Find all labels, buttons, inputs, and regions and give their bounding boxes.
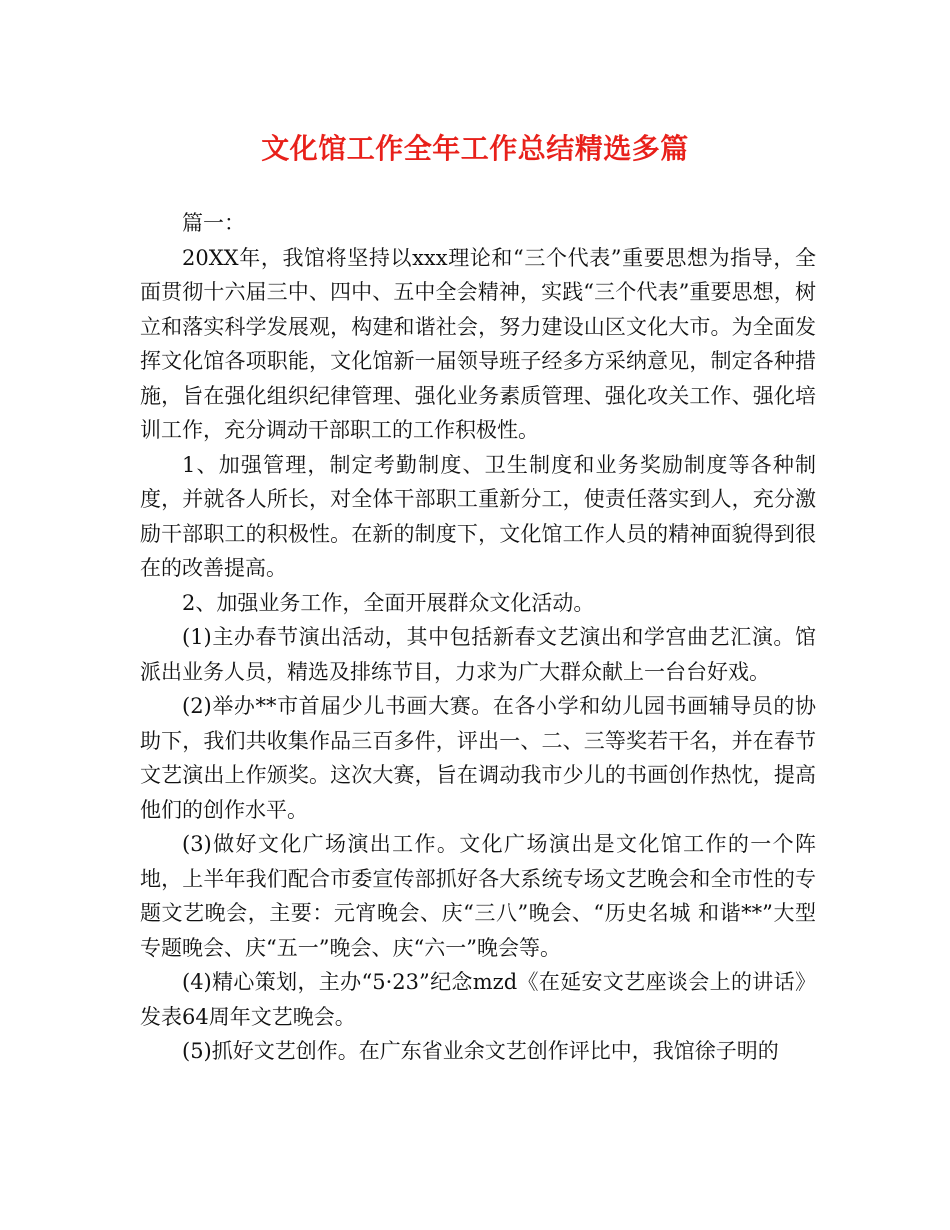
list-item-art-creation: (5)抓好文艺创作。在广东省业余文艺创作评比中，我馆徐子明的 <box>182 1039 779 1063</box>
section-heading: 篇一： <box>182 211 245 235</box>
list-item-painting-contest: (2)举办**市首届少儿书画大赛。在各小学和幼儿园书画辅导员的协助下，我们共收集作品三百多件，评出一、二、三等奖若干名，并在春节文艺演出上作颁奖。这次大赛，旨在调动我市少儿的书画创作热忱，提高他们的创作水平。 <box>140 694 816 822</box>
list-item-square-performance: (3)做好文化广场演出工作。文化广场演出是文化馆工作的一个阵地，上半年我们配合市委宣传部抓好各大系统专场文艺晚会和全市性的专题文艺晚会，主要：元宵晚会、庆“三八”晚会、“历史名城 和谐**”大型专题晚会、庆“五一”晚会、庆“六一”晚会等。 <box>140 832 816 960</box>
intro-paragraph: 20XX年，我馆将坚持以xxx理论和“三个代表”重要思想为指导，全面贯彻十六届三中、四中、五中全会精神，实践“三个代表”重要思想，树立和落实科学发展观，构建和谐社会，努力建设山区文化大市。为全面发挥文化馆各项职能，文化馆新一届领导班子经多方采纳意见，制定各种措施，旨在强化组织纪律管理、强化业务素质管理、强化攻关工作、强化培训工作，充分调动干部职工的工作积极性。 <box>140 245 816 442</box>
list-item-spring-festival: (1)主办春节演出活动，其中包括新春文艺演出和学宫曲艺汇演。馆派出业务人员，精选及排练节目，力求为广大群众献上一台台好戏。 <box>140 625 816 684</box>
business-work-paragraph: 2、加强业务工作，全面开展群众文化活动。 <box>182 590 595 615</box>
document-body <box>140 206 816 1069</box>
list-item-anniversary-gala: (4)精心策划，主办“5·23”纪念mzd《在延安文艺座谈会上的讲话》发表64周年文艺晚会。 <box>140 970 816 1029</box>
document-title: 文化馆工作全年工作总结精选多篇 <box>261 132 689 165</box>
management-paragraph: 1、加强管理，制定考勤制度、卫生制度和业务奖励制度等各种制度，并就各人所长，对全体干部职工重新分工，使责任落实到人，充分激励干部职工的积极性。在新的制度下，文化馆工作人员的精神面貌得到很在的改善提高。 <box>140 452 816 580</box>
